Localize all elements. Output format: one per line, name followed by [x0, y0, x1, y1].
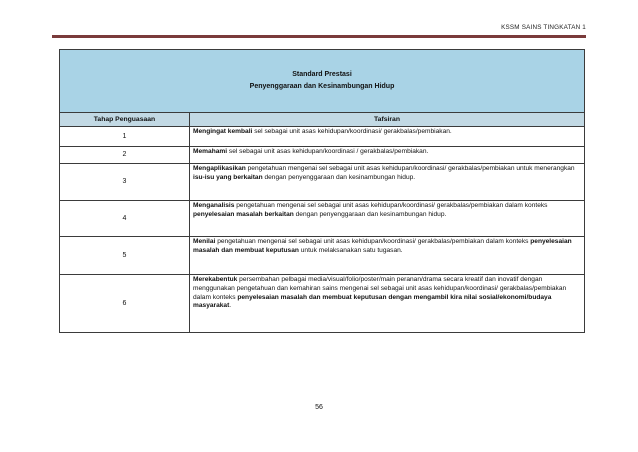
- bold-phrase: Mengingat kembali: [193, 128, 253, 135]
- text-phrase: sel sebagai unit asas kehidupan/koordinasi/ gerakbalas/pembiakan.: [252, 128, 452, 135]
- level-cell: 4: [60, 201, 190, 237]
- text-phrase: sel sebagai unit asas kehidupan/koordinasi / gerakbalas/pembiakan.: [227, 148, 429, 155]
- bold-phrase: Mengaplikasikan: [193, 165, 246, 172]
- table-row: [60, 147, 585, 164]
- interpretation-cell: [190, 275, 585, 333]
- text-phrase: pengetahuan mengenai sel sebagai unit asas kehidupan/koordinasi/ gerakbalas/pembiakan untuk menerangkan: [245, 165, 575, 172]
- bold-phrase: Menilai: [193, 238, 216, 245]
- bold-phrase: penyelesaian masalah berkaitan: [193, 210, 294, 218]
- bold-phrase: penyelesaian masalah dan membuat keputusan dengan mengambil kira nilai sosial/ekonomi/budaya masyarakat: [193, 293, 552, 310]
- interpretation-cell: [190, 237, 585, 275]
- text-phrase: dengan penyenggaraan dan kesinambungan hidup.: [262, 173, 416, 181]
- text-phrase: dengan penyenggaraan dan kesinambungan hidup.: [293, 210, 447, 218]
- header-divider: [52, 35, 586, 38]
- table-title: [60, 50, 585, 113]
- text-phrase: persembahan pelbagai media/visual/folio/poster/main peranan/drama secara kreatif dan inovatif dengan menggunakan pengetahuan dan kemahiran sains mengenai sel sebagai unit asas kehidupan/koordinasi/ gerakbalas/pembiakan dalam konteks: [193, 276, 567, 301]
- table-row: [60, 275, 585, 333]
- table-row: [60, 164, 585, 201]
- level-cell: 3: [60, 164, 190, 201]
- bold-phrase: Merekabentuk: [193, 276, 238, 283]
- table-row: [60, 201, 585, 237]
- column-header-interpretation: Tafsiran: [190, 113, 585, 127]
- interpretation-cell: [190, 147, 585, 164]
- interpretation-cell: [190, 201, 585, 237]
- text-phrase: .: [229, 302, 232, 310]
- text-phrase: untuk melaksanakan satu tugasan.: [298, 246, 403, 254]
- interpretation-cell: [190, 164, 585, 201]
- performance-standard-table: [59, 49, 585, 333]
- level-cell: 2: [60, 147, 190, 164]
- document-header: KSSM SAINS TINGKATAN 1: [501, 24, 586, 31]
- column-header-level: Tahap Penguasaan: [60, 113, 190, 127]
- page-number: 56: [315, 404, 323, 411]
- level-cell: 5: [60, 237, 190, 275]
- bold-phrase: isu-isu yang berkaitan: [193, 173, 263, 181]
- text-phrase: pengetahuan mengenai sel sebagai unit asas kehidupan/koordinasi/ gerakbalas/pembiakan dalam konteks: [215, 238, 531, 245]
- bold-phrase: Memahami: [193, 148, 228, 155]
- column-header-row: [60, 113, 585, 127]
- bold-phrase: penyelesaian masalah dan membuat keputusan: [193, 238, 572, 254]
- level-cell: 1: [60, 127, 190, 147]
- table-row: [60, 127, 585, 147]
- table-title-line1: Standard Prestasi: [292, 71, 352, 79]
- table-row: [60, 237, 585, 275]
- table-title-line2: Penyenggaraan dan Kesinambungan Hidup: [249, 83, 395, 90]
- interpretation-cell: [190, 127, 585, 147]
- bold-phrase: Menganalisis: [193, 202, 235, 209]
- text-phrase: pengetahuan mengenai sel sebagai unit asas kehidupan/koordinasi/ gerakbalas/pembiakan dalam konteks: [234, 202, 548, 209]
- level-cell: 6: [60, 275, 190, 333]
